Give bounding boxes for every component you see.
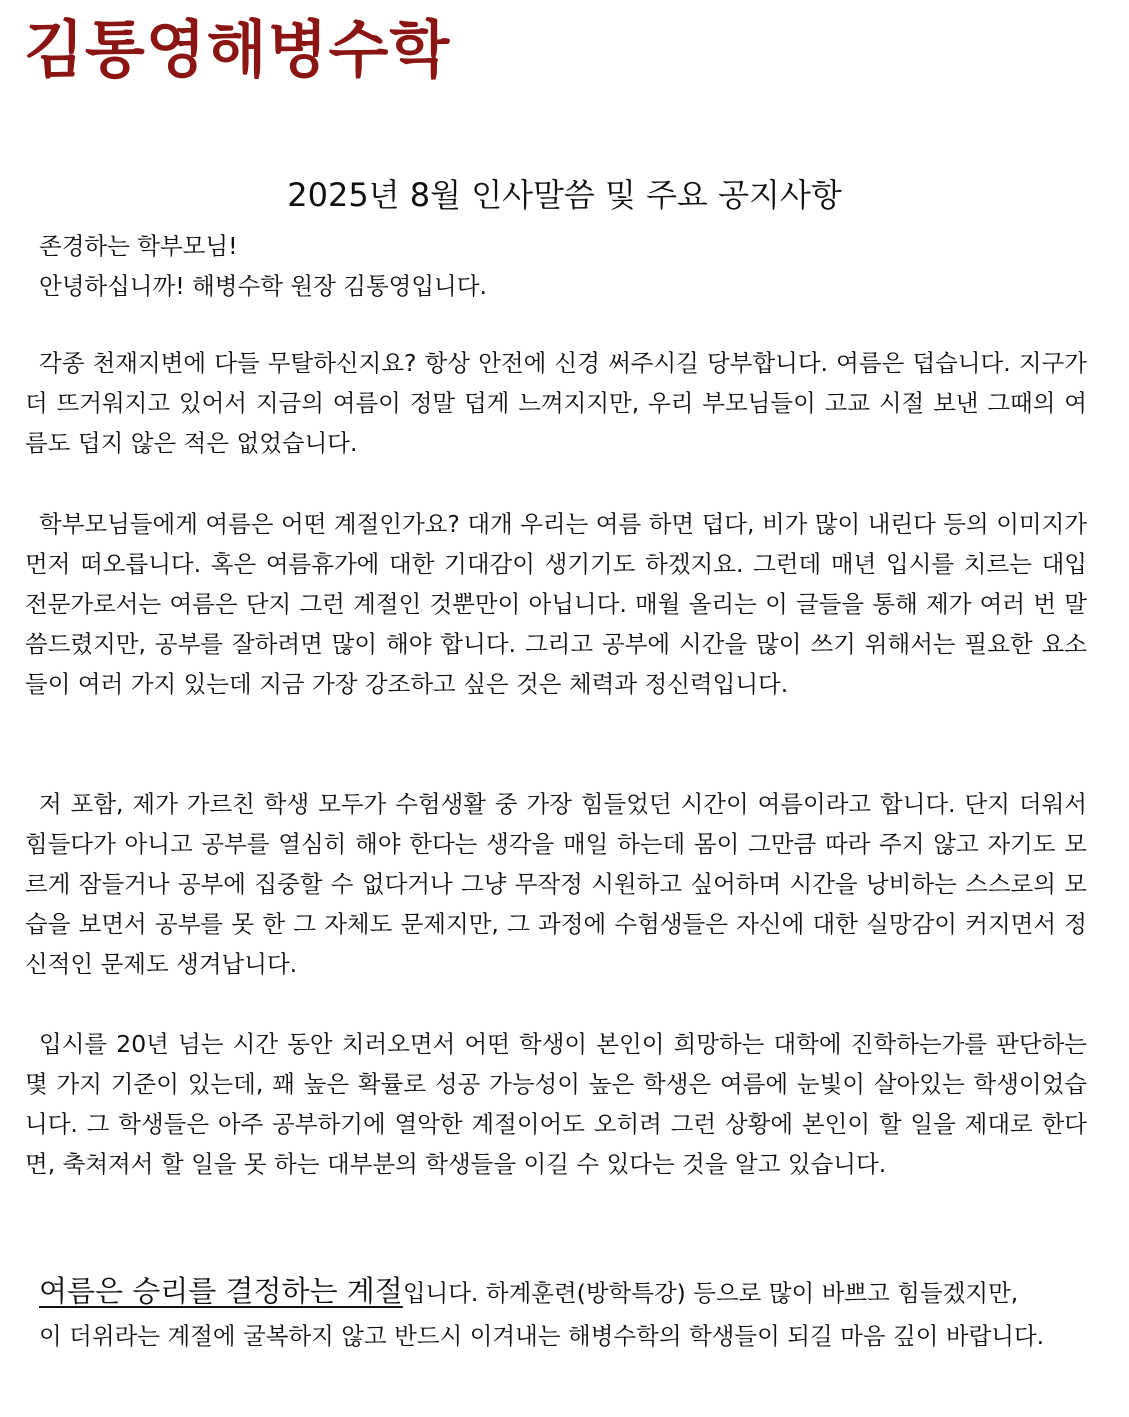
greeting-line-2: 안녕하십니까! 해병수학 원장 김통영입니다.: [39, 272, 487, 300]
closing-paragraph: [25, 1270, 1087, 1358]
closing-rest-1: 입니다. 하계훈련(방학특강) 등으로 많이 바쁘고 힘들겠지만,: [402, 1279, 1019, 1307]
closing-line-1: [25, 1270, 1087, 1315]
paragraph-4-text: 입시를 20년 넘는 시간 동안 치러오면서 어떤 학생이 본인이 희망하는 대학에 진학하는가를 판단하는 몇 가지 기준이 있는데, 꽤 높은 확률로 성공 가능성이 높은 학생은 여름에 눈빛이 살아있는 학생이었습니다. 그 학생들은 아주 공부하기에 열악한 계절이어도 오히려 그런 상황에 본인이 할 일을 제대로 한다면, 축쳐져서 할 일을 못 하는 대부분의 학생들을 이길 수 있다는 것을 알고 있습니다.: [25, 1030, 1087, 1178]
paragraph-3: [25, 784, 1087, 984]
closing-emphasis: 여름은 승리를 결정하는 계절: [39, 1274, 403, 1308]
greeting-line-1: 존경하는 학부모님!: [39, 232, 238, 260]
paragraph-1: [25, 343, 1087, 463]
academy-logo: 김통영해병수학: [24, 13, 451, 86]
paragraph-3-text: 저 포함, 제가 가르친 학생 모두가 수험생활 중 가장 힘들었던 시간이 여름이라고 합니다. 단지 더워서 힘들다가 아니고 공부를 열심히 해야 한다는 생각을 매일 하는데 몸이 그만큼 따라 주지 않고 자기도 모르게 잠들거나 공부에 집중할 수 없다거나 그냥 무작정 시원하고 싶어하며 시간을 낭비하는 스스로의 모습을 보면서 공부를 못 한 그 자체도 문제지만, 그 과정에 수험생들은 자신에 대한 실망감이 커지면서 정신적인 문제도 생겨납니다.: [25, 790, 1087, 978]
closing-rest-2: 이 더위라는 계절에 굴복하지 않고 반드시 이겨내는 해병수학의 학생들이 되길 마음 깊이 바랍니다.: [39, 1322, 1045, 1350]
paragraph-4: [25, 1024, 1087, 1184]
page-title: 2025년 8월 인사말씀 및 주요 공지사항: [287, 176, 842, 215]
paragraph-2-text: 학부모님들에게 여름은 어떤 계절인가요? 대개 우리는 여름 하면 덥다, 비가 많이 내린다 등의 이미지가 먼저 떠오릅니다. 혹은 여름휴가에 대한 기대감이 생기기도 하겠지요. 그런데 매년 입시를 치르는 대입 전문가로서는 여름은 단지 그런 계절인 것뿐만이 아닙니다. 매월 올리는 이 글들을 통해 제가 여러 번 말씀드렸지만, 공부를 잘하려면 많이 해야 합니다. 그리고 공부에 시간을 많이 쓰기 위해서는 필요한 요소들이 여러 가지 있는데 지금 가장 강조하고 싶은 것은 체력과 정신력입니다.: [25, 510, 1087, 698]
paragraph-1-text: 각종 천재지변에 다들 무탈하신지요? 항상 안전에 신경 써주시길 당부합니다. 여름은 덥습니다. 지구가 더 뜨거워지고 있어서 지금의 여름이 정말 덥게 느껴지지만, 우리 부모님들이 고교 시절 보낸 그때의 여름도 덥지 않은 적은 없었습니다.: [25, 349, 1087, 457]
paragraph-2: [25, 504, 1087, 704]
greeting: [25, 226, 1087, 306]
closing-line-2: [25, 1315, 1087, 1358]
